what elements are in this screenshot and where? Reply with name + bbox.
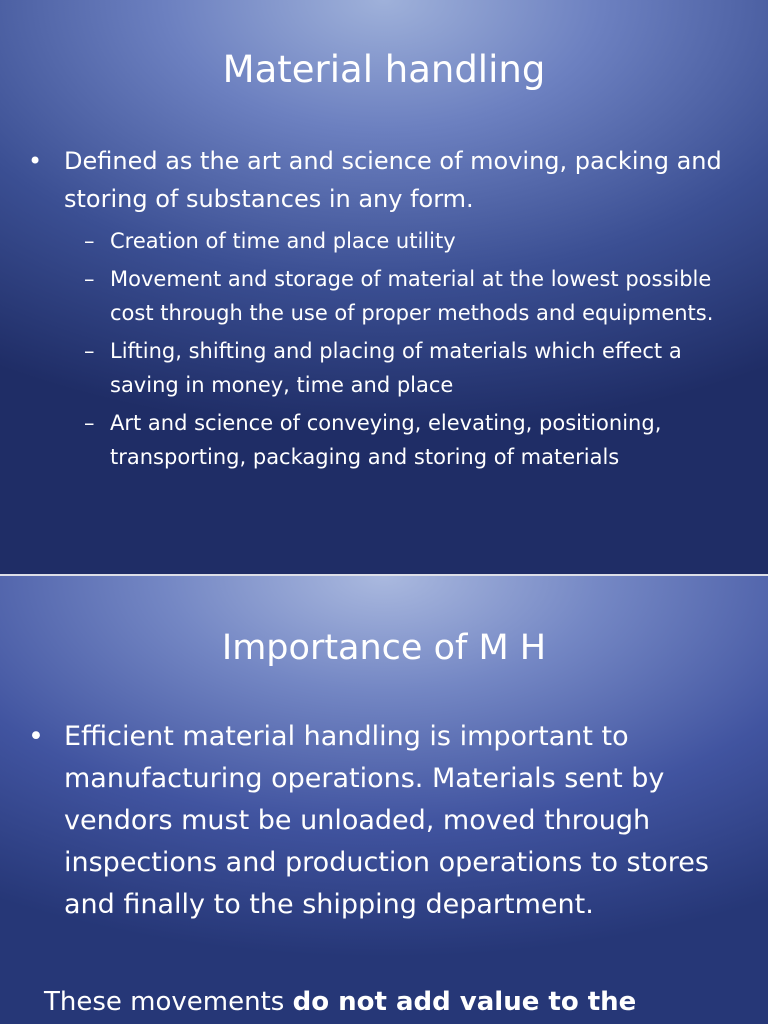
- dash-icon: –: [84, 339, 95, 363]
- sub-bullet-list: [84, 224, 724, 478]
- footer-statement: [44, 981, 744, 1023]
- sub-bullet-text: Movement and storage of material at the lowest possible cost through the use of proper methods and equipments.: [110, 267, 714, 325]
- sub-bullet-text: Art and science of conveying, elevating, positioning, transporting, packaging and storing of materials: [110, 411, 662, 469]
- slide-title: Importance of M H: [221, 628, 547, 668]
- sub-bullet-item: [84, 406, 724, 474]
- bullet-importance: [28, 716, 718, 926]
- footer-normal-text: These movements: [44, 987, 293, 1017]
- slide-title: Material handling: [222, 48, 546, 91]
- sub-bullet-item: [84, 262, 724, 330]
- sub-bullet-item: [84, 224, 724, 258]
- dash-icon: –: [84, 267, 95, 291]
- bullet-icon: •: [28, 721, 44, 752]
- footer-bold-text: do not add value to the: [292, 987, 637, 1017]
- dash-icon: –: [84, 411, 95, 435]
- sub-bullet-text: Lifting, shifting and placing of materials which effect a saving in money, time and place: [110, 339, 682, 397]
- slide-importance: [0, 576, 768, 1024]
- bullet-text: Defined as the art and science of moving, packing and storing of substances in any form.: [64, 147, 722, 213]
- sub-bullet-text: Creation of time and place utility: [110, 229, 456, 253]
- bullet-text: Efficient material handling is important to manufacturing operations. Materials sent by vendors must be unloaded, moved through inspections and production operations to stores and finally to the shipping department.: [64, 721, 709, 920]
- bullet-definition: [28, 142, 728, 218]
- bullet-icon: •: [28, 147, 43, 175]
- dash-icon: –: [84, 229, 95, 253]
- sub-bullet-item: [84, 334, 724, 402]
